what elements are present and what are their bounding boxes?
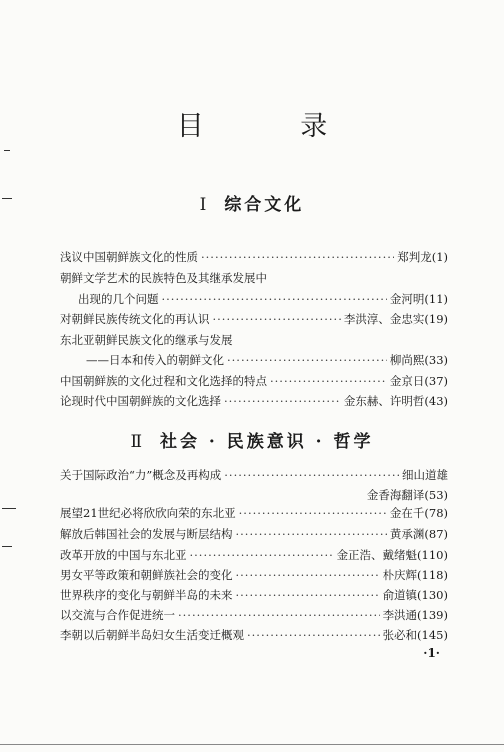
- entry-title: 男女平等政策和朝鲜族社会的变化: [60, 568, 233, 582]
- leader-dots: [201, 247, 394, 267]
- entry-author-page: 细山道雄: [402, 468, 448, 482]
- section-heading-1: [0, 190, 504, 215]
- toc-entry[interactable]: [60, 309, 448, 329]
- entry-title: 以交流与合作促进统一: [60, 608, 175, 622]
- entry-title: 解放后韩国社会的发展与断层结构: [60, 527, 233, 541]
- scan-mark: [2, 546, 12, 547]
- toc-entry[interactable]: [60, 465, 448, 485]
- entry-title: 浅议中国朝鲜族文化的性质: [60, 250, 198, 264]
- leader-dots: [190, 545, 334, 565]
- section-numeral: I: [199, 195, 210, 215]
- toc-entry[interactable]: [60, 545, 448, 565]
- toc-entry[interactable]: [60, 503, 448, 523]
- section-numeral: Ⅱ: [130, 432, 146, 452]
- leader-dots: [224, 465, 399, 485]
- toc-entry[interactable]: [60, 565, 448, 585]
- entry-author-page: 金京日(37): [389, 374, 448, 388]
- bottom-edge-line: [0, 744, 504, 745]
- scan-mark: [2, 508, 16, 509]
- section-title: 社会 · 民族意识 · 哲学: [159, 432, 374, 452]
- entry-title: ——日本和传入的朝鲜文化: [86, 353, 224, 367]
- leader-dots: [236, 524, 387, 544]
- page-number: ·1·: [423, 646, 440, 660]
- entry-author-page: 金正浩、戴绪魁(110): [336, 548, 448, 562]
- leader-dots: [236, 585, 380, 605]
- toc-entry[interactable]: [60, 371, 448, 391]
- toc-entry[interactable]: [60, 585, 448, 605]
- leader-dots: [213, 309, 341, 329]
- leader-dots: [227, 350, 387, 370]
- scan-mark: [2, 198, 12, 199]
- entry-author-page: 俞道镇(130): [382, 588, 448, 602]
- entry-title: 关于国际政治“力”概念及再构成: [60, 468, 222, 482]
- entry-author-page: 金在千(78): [389, 506, 448, 520]
- toc-entry[interactable]: [60, 247, 448, 267]
- scan-mark: [4, 150, 10, 151]
- entry-title: 出现的几个问题: [78, 292, 159, 306]
- toc-entry-line[interactable]: 东北亚朝鲜民族文化的继承与发展: [60, 333, 233, 347]
- page-title: 目 录: [176, 111, 372, 142]
- entry-title: 李朝以后朝鲜半岛妇女生活变迁概观: [60, 628, 244, 642]
- entry-author-page: 朴庆辉(118): [382, 568, 448, 582]
- leader-dots: [239, 503, 387, 523]
- entry-title: 论现时代中国朝鲜族的文化选择: [60, 394, 221, 408]
- leader-dots: [224, 391, 341, 411]
- toc-entry[interactable]: [60, 625, 448, 645]
- toc-entry-line[interactable]: 朝鲜文学艺术的民族特色及其继承发展中: [60, 271, 267, 285]
- entry-author-page: 李洪淳、金忠实(19): [343, 312, 448, 326]
- entry-author-page: 黄承渊(87): [389, 527, 448, 541]
- toc-entry[interactable]: [86, 350, 448, 370]
- entry-title: 中国朝鲜族的文化过程和文化选择的特点: [60, 374, 267, 388]
- leader-dots: [178, 605, 380, 625]
- leader-dots: [236, 565, 380, 585]
- entry-author-page: 李洪通(139): [382, 608, 448, 622]
- entry-title: 对朝鲜民族传统文化的再认识: [60, 312, 210, 326]
- translator-line: 金香海翻译(53): [366, 488, 448, 502]
- entry-author-page: 金东赫、许明哲(43): [343, 394, 448, 408]
- leader-dots: [162, 289, 387, 309]
- entry-author-page: 郑判龙(1): [397, 250, 448, 264]
- section-title: 综合文化: [224, 195, 305, 215]
- entry-title: 改革开放的中国与东北亚: [60, 548, 187, 562]
- entry-author-page: 张必和(145): [382, 628, 448, 642]
- leader-dots: [247, 625, 380, 645]
- toc-entry[interactable]: [60, 524, 448, 544]
- section-heading-2: [0, 427, 504, 452]
- entry-title: 世界秩序的变化与朝鲜半岛的未来: [60, 588, 233, 602]
- entry-title: 展望21世纪必将欣欣向荣的东北亚: [60, 506, 236, 520]
- entry-author-page: 金河明(11): [389, 292, 448, 306]
- leader-dots: [270, 371, 387, 391]
- toc-entry[interactable]: [60, 391, 448, 411]
- toc-entry[interactable]: [60, 605, 448, 625]
- toc-entry[interactable]: [78, 289, 448, 309]
- entry-author-page: 柳尚熙(33): [389, 353, 448, 367]
